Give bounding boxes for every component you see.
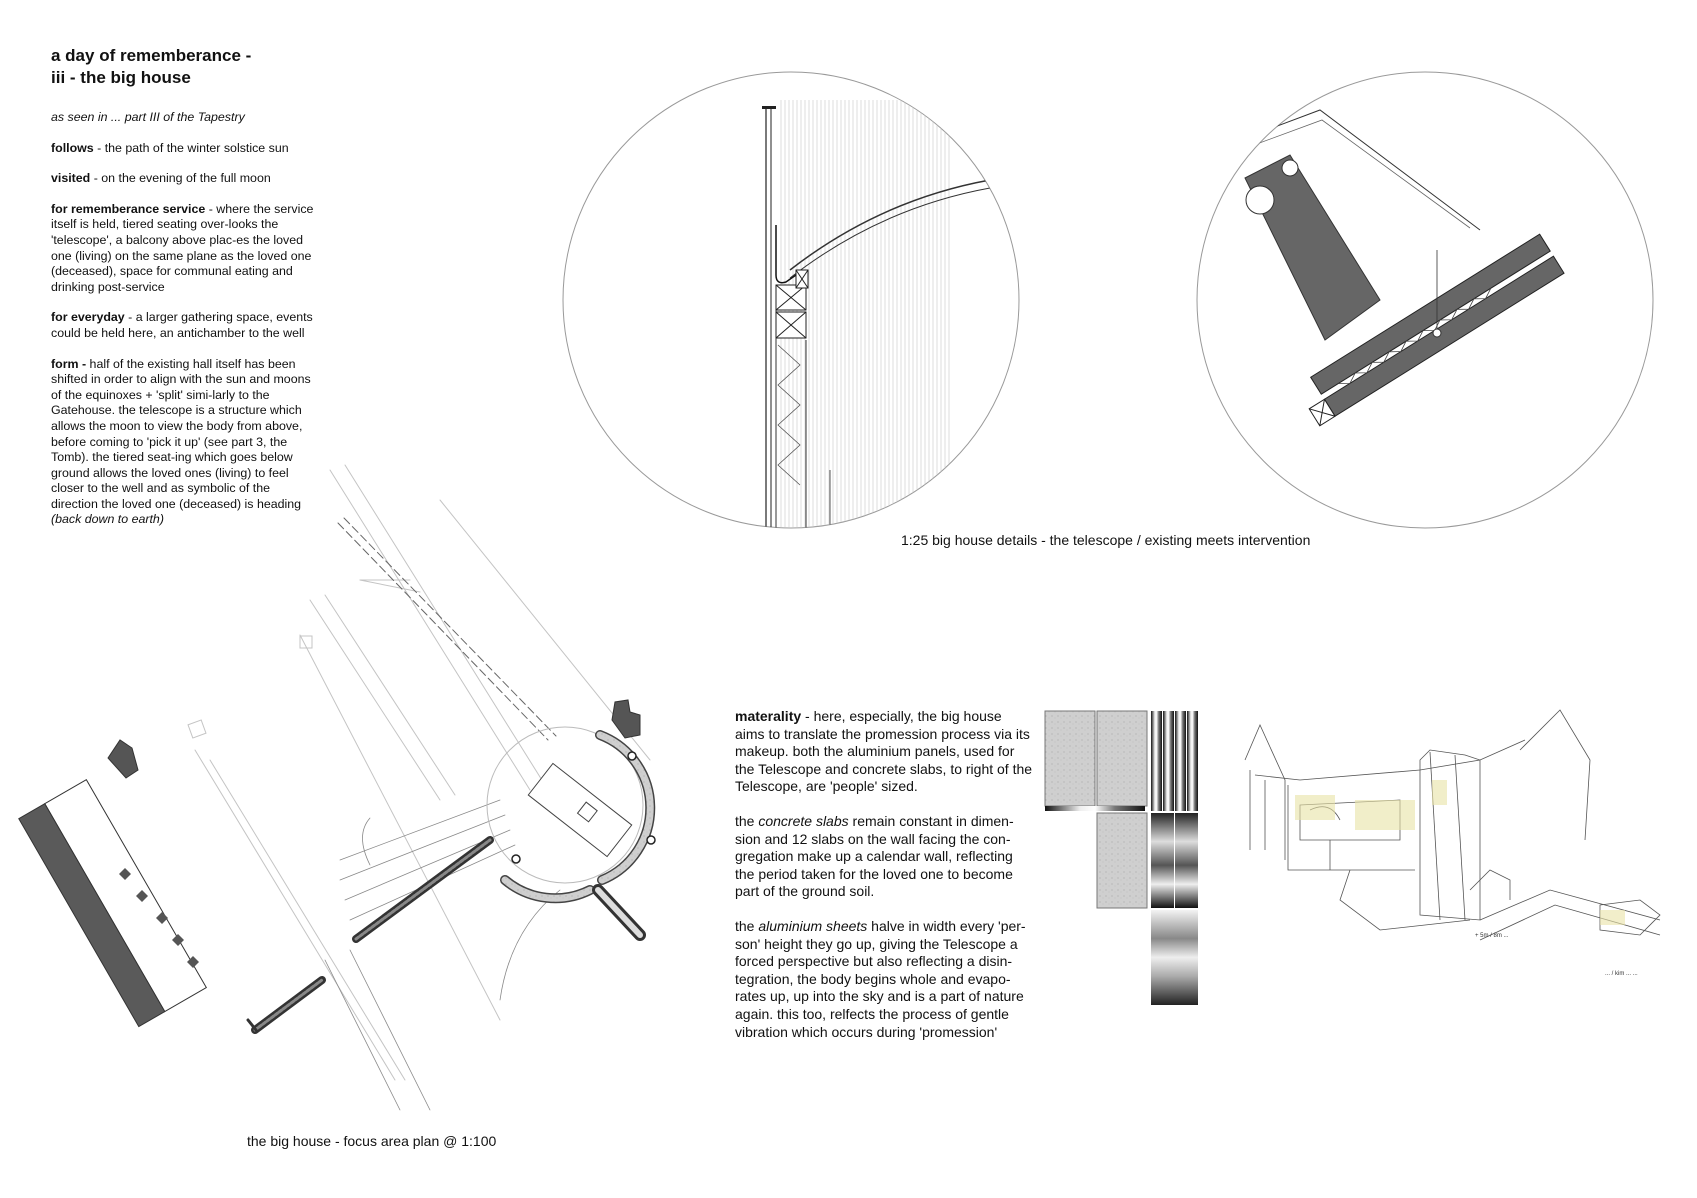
detail-existing-meets-intervention <box>1197 72 1653 528</box>
sketch-note-b: ... / kim ... ... <box>1605 971 1638 977</box>
intro-text: as seen in ... part III of the Tapestry <box>51 110 245 124</box>
sketch-note-a: + 5m / 8m ... <box>1475 933 1509 939</box>
detail-telescope <box>563 72 1019 540</box>
materiality-p1: materality - here, especially, the big house aims to translate the promession process via its makeup. both the aluminium panels, used for the Telescope and concrete slabs, to right of the Telescope, are 'people' sized. <box>735 708 1033 795</box>
sketch-perspective <box>1245 710 1660 940</box>
sketch-annotations <box>1475 933 1638 977</box>
details-caption: 1:25 big house details - the telescope / existing meets intervention <box>901 532 1311 548</box>
aluminium-sheet-swatches <box>1151 711 1198 1005</box>
note-follows: follows - the path of the winter solstice sun <box>51 140 289 155</box>
materiality-p2: the concrete slabs remain constant in dimen-sion and 12 slabs on the wall facing the con-gregation make up a calendar wall, reflecting the period taken for the loved one to become part of the ground soil. <box>735 812 1014 900</box>
title-line-1: a day of rememberance - <box>51 46 252 65</box>
materiality-p3: the aluminium sheets halve in width every 'per-son' height they go up, giving the Telescope a forced perspective but also reflecting a disin-tegration, the body begins whole and evapo-rates up, up into the sky and is a part of nature again. this too, relfects the process of gentle vibration which occurs during 'promession' <box>735 917 1026 1040</box>
note-visited: visited - on the evening of the full moon <box>51 171 271 186</box>
note-form: form - half of the existing hall itself has been shifted in order to align with the sun and moons of the equinoxes + 'split' simi-larly to the Gatehouse. the telescope is a structure which allows the moon to view the body from above, before coming to 'pick it up' (see part 3, the Tomb). the tiered seat-ing which goes below ground allows the loved ones (living) to feel closer to the well and as symbolic of the direction the loved one (deceased) is heading (back down to earth) <box>51 356 311 527</box>
note-service: for rememberance service - where the service itself is held, tiered seating over-looks the 'telescope', a balcony above plac-es the loved one (living) on the same plane as the loved one (deceased), space for communal eating and drinking post-service <box>51 201 314 294</box>
note-everyday: for everyday - a larger gathering space, events could be held here, an antichamber to the well <box>51 310 313 340</box>
material-swatches <box>1045 711 1198 1005</box>
plan-caption: the big house - focus area plan @ 1:100 <box>247 1133 497 1149</box>
title-line-2: iii - the big house <box>51 68 191 87</box>
focus-area-plan <box>19 465 655 1110</box>
